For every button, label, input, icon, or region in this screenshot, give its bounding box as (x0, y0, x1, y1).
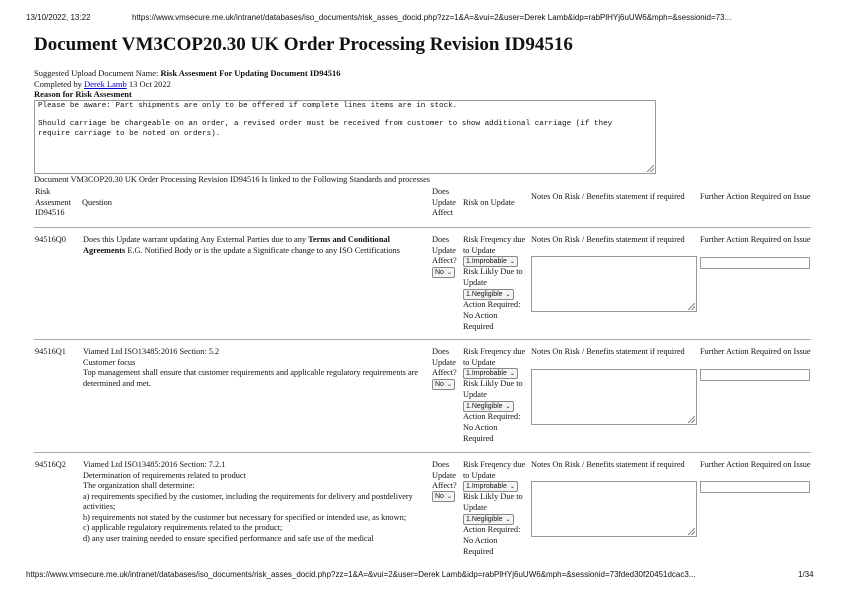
affect-select[interactable]: No ⌄ (432, 379, 455, 390)
further-action-input[interactable] (700, 369, 810, 381)
chevron-down-icon: ⌄ (509, 371, 515, 377)
row-id: 94516Q0 (35, 235, 66, 244)
completed-by-link[interactable]: Derek Lamb (84, 78, 127, 89)
resize-handle-icon[interactable] (688, 416, 695, 423)
header-divider (34, 227, 811, 228)
resize-handle-icon[interactable] (688, 528, 695, 535)
risk-likely-select[interactable]: 1.Negligible ⌄ (463, 401, 514, 412)
chevron-down-icon: ⌄ (446, 494, 452, 500)
chevron-down-icon: ⌄ (505, 292, 511, 298)
print-header-url: https://www.vmsecure.me.uk/intranet/databases/iso_documents/risk_asses_docid.php?zz=1&A=&vui=2&user=Derek Lamb&idp=rabPlHYj6uUW6&mph=&sessionid=73... (132, 13, 732, 22)
completed-date: 13 Oct 2022 (126, 78, 171, 89)
header-does-update-affect: Does Update Affect (432, 187, 456, 217)
risk-frequency-select[interactable]: 1.Improbable ⌄ (463, 481, 518, 492)
upload-name-value: Risk Assesment For Updating Document ID94516 (160, 68, 341, 78)
row-id: 94516Q1 (35, 347, 66, 356)
affect-label: Does Update Affect? (432, 460, 457, 490)
row-divider (34, 339, 811, 340)
action-required-value: No Action Required (463, 423, 498, 443)
risk-likely-label: Risk Likly Due to Update (463, 492, 523, 512)
risk-frequency-label: Risk Freqency due to Update (463, 347, 526, 367)
upload-name-label: Suggested Upload Document Name: (34, 68, 161, 78)
notes-textarea[interactable] (531, 481, 697, 537)
affect-select[interactable]: No ⌄ (432, 267, 455, 278)
document-meta (34, 68, 341, 100)
linked-standards-text: Document VM3COP20.30 UK Order Processing Revision ID94516 Is linked to the Following Standards and processes (34, 175, 430, 184)
risk-likely-label: Risk Likly Due to Update (463, 267, 523, 287)
risk-frequency-label: Risk Freqency due to Update (463, 235, 526, 255)
risk-frequency-label: Risk Freqency due to Update (463, 460, 526, 480)
header-notes: Notes On Risk / Benefits statement if required (531, 192, 685, 201)
page-number: 1/34 (798, 570, 814, 579)
action-required-label: Action Required: (463, 525, 521, 534)
action-required-value: No Action Required (463, 311, 498, 331)
header-question: Question (82, 198, 112, 207)
header-risk-on-update: Risk on Update (463, 198, 515, 207)
further-action-label: Further Action Required on Issue (700, 235, 811, 244)
row-question: Does this Update warrant updating Any External Parties due to any Terms and Conditional Agreements E.G. Notified Body or is the update a Significate change to any ISO Certifications (83, 235, 400, 255)
row-question: Viamed Ltd ISO13485:2016 Section: 5.2 Customer focus Top management shall ensure that customer requirements and applicable regulatory requirements are determined and met. (83, 347, 419, 388)
print-footer-url: https://www.vmsecure.me.uk/intranet/databases/iso_documents/risk_asses_docid.php?zz=1&A=&vui=2&user=Derek Lamb&idp=rabPlHYj6uUW6&mph=&sessionid=73fded30f20451dcac3... (26, 570, 696, 579)
header-risk-assesment-id: Risk Assesment ID94516 (35, 187, 71, 217)
chevron-down-icon: ⌄ (505, 404, 511, 410)
further-action-input[interactable] (700, 481, 810, 493)
risk-likely-select[interactable]: 1.Negligible ⌄ (463, 289, 514, 300)
reason-textarea[interactable]: Please be aware: Part shipments are only to be offered if complete lines items are in stock. Should carriage be chargeable on an order, a revised order must be received from customer to show additional carriage (if they require carriage to be noted on orders). (34, 100, 656, 174)
notes-label: Notes On Risk / Benefits statement if required (531, 235, 685, 244)
notes-textarea[interactable] (531, 256, 697, 312)
risk-likely-label: Risk Likly Due to Update (463, 379, 523, 399)
affect-select[interactable]: No ⌄ (432, 491, 455, 502)
notes-label: Notes On Risk / Benefits statement if required (531, 460, 685, 469)
chevron-down-icon: ⌄ (509, 259, 515, 265)
completed-label: Completed by (34, 78, 85, 89)
risk-frequency-select[interactable]: 1.Improbable ⌄ (463, 368, 518, 379)
completed-line (34, 79, 341, 90)
notes-textarea[interactable] (531, 369, 697, 425)
resize-handle-icon[interactable] (688, 303, 695, 310)
risk-likely-select[interactable]: 1.Negligible ⌄ (463, 514, 514, 525)
upload-name-line (34, 68, 341, 79)
notes-label: Notes On Risk / Benefits statement if required (531, 347, 685, 356)
row-question: Viamed Ltd ISO13485:2016 Section: 7.2.1 Determination of requirements related to product The organization shall determine: a) requirements specified by the customer, including the requirements for delivery and postdelivery activities; b) requirements not stated by the customer but necessary for specified or intended use, as known; c) applicable regulatory requirements related to the product; d) any user training needed to ensure specified performance and safe use of the medical (83, 460, 413, 543)
action-required-label: Action Required: (463, 300, 521, 309)
print-datetime: 13/10/2022, 13:22 (26, 13, 91, 22)
risk-frequency-select[interactable]: 1.Improbable ⌄ (463, 256, 518, 267)
row-divider (34, 452, 811, 453)
chevron-down-icon: ⌄ (446, 382, 452, 388)
row-id: 94516Q2 (35, 460, 66, 469)
action-required-value: No Action Required (463, 536, 498, 556)
chevron-down-icon: ⌄ (509, 484, 515, 490)
resize-handle-icon[interactable] (647, 165, 654, 172)
chevron-down-icon: ⌄ (446, 270, 452, 276)
chevron-down-icon: ⌄ (505, 517, 511, 523)
further-action-input[interactable] (700, 257, 810, 269)
reason-label: Reason for Risk Assesment (34, 89, 132, 99)
affect-label: Does Update Affect? (432, 235, 457, 265)
action-required-label: Action Required: (463, 412, 521, 421)
further-action-label: Further Action Required on Issue (700, 347, 811, 356)
further-action-label: Further Action Required on Issue (700, 460, 811, 469)
affect-label: Does Update Affect? (432, 347, 457, 377)
header-further-action: Further Action Required on Issue (700, 192, 811, 201)
page-title: Document VM3COP20.30 UK Order Processing Revision ID94516 (34, 34, 573, 55)
